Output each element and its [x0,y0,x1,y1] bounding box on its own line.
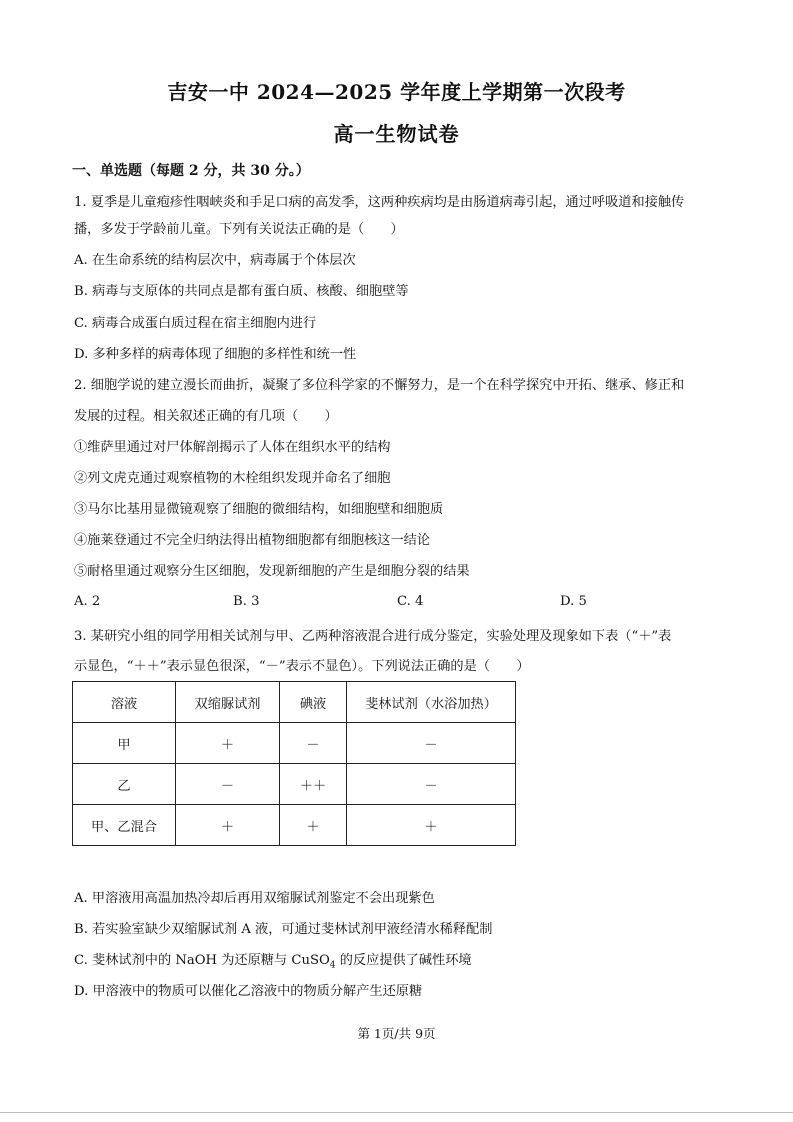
table-header-cell: 溶液 [73,682,176,723]
page-number: 第 1页/共 9页 [357,1026,436,1041]
q2-option-b: B. 3 [233,594,260,609]
q2-option-c: C. 4 [397,594,424,609]
table-cell: 甲 [73,723,176,764]
table-header-cell: 双缩脲试剂 [176,682,280,723]
q3-option-c-subscript: 4 [329,960,336,971]
q2-statement-3: ③马尔比基用显微镜观察了细胞的微细结构，如细胞壁和细胞质 [74,502,444,517]
table-cell: － [176,764,280,805]
q2-option-d: D. 5 [560,594,587,609]
q1-option-c: C. 病毒合成蛋白质过程在宿主细胞内进行 [74,316,317,331]
q3-option-b: B. 若实验室缺少双缩脲试剂 A 液，可通过斐林试剂甲液经清水稀释配制 [74,922,493,937]
table-cell: － [347,723,516,764]
q2-statement-1: ①维萨里通过对尸体解剖揭示了人体在组织水平的结构 [74,440,391,455]
results-table [72,681,516,846]
table-cell: 甲、乙混合 [73,805,176,846]
table-cell: ＋ [280,805,347,846]
q2-statement-5: ⑤耐格里通过观察分生区细胞，发现新细胞的产生是细胞分裂的结果 [74,564,470,579]
q3-option-d: D. 甲溶液中的物质可以催化乙溶液中的物质分解产生还原糖 [74,984,423,999]
q1-option-d: D. 多种多样的病毒体现了细胞的多样性和统一性 [74,347,357,362]
section-heading: 一、单选题（每题 2 分，共 30 分。） [72,163,310,179]
q3-option-c-text-end: 的反应提供了碱性环境 [335,953,472,968]
table-cell: ＋ [176,805,280,846]
table-row [73,723,516,764]
q2-statement-4: ④施莱登通过不完全归纳法得出植物细胞都有细胞核这一结论 [74,533,431,548]
q3-stem-line1: 3. 某研究小组的同学用相关试剂与甲、乙两种溶液混合进行成分鉴定，实验处理及现象如下表（“＋”表 [74,629,672,644]
table-cell: ＋ [347,805,516,846]
table-header-row [73,682,516,723]
q3-stem-line2: 示显色，“＋＋”表示显色很深，“－”表示不显色）。下列说法正确的是（ ） [74,659,530,674]
q2-stem-line2: 发展的过程。相关叙述正确的有几项（ ） [74,409,338,424]
exam-subtitle: 高一生物试卷 [333,122,460,146]
bottom-divider [0,1112,793,1113]
table-cell: － [280,723,347,764]
q1-stem-line2: 播，多发于学龄前儿童。下列有关说法正确的是（ ） [74,222,404,237]
q1-option-b: B. 病毒与支原体的共同点是都有蛋白质、核酸、细胞壁等 [74,284,409,299]
q2-option-a: A. 2 [74,594,101,609]
q3-option-a: A. 甲溶液用高温加热冷却后再用双缩脲试剂鉴定不会出现紫色 [74,891,435,906]
table-row [73,805,516,846]
q3-option-c [74,949,472,971]
table-row [73,764,516,805]
q3-option-c-text: C. 斐林试剂中的 NaOH 为还原糖与 CuSO [74,953,330,968]
q2-statement-2: ②列文虎克通过观察植物的木栓组织发现并命名了细胞 [74,471,391,486]
table-cell: 乙 [73,764,176,805]
table-header-cell: 斐林试剂（水浴加热） [347,682,516,723]
q1-stem-line1: 1. 夏季是儿童疱疹性咽峡炎和手足口病的高发季，这两种疾病均是由肠道病毒引起，通过呼吸道和接触传 [74,195,685,210]
exam-title: 吉安一中 2024—2025 学年度上学期第一次段考 [167,80,626,104]
table-header-cell: 碘液 [280,682,347,723]
q2-stem-line1: 2. 细胞学说的建立漫长而曲折，凝聚了多位科学家的不懈努力，是一个在科学探究中开拓、继承、修正和 [74,378,685,393]
table-cell: ＋ [176,723,280,764]
q1-option-a: A. 在生命系统的结构层次中，病毒属于个体层次 [74,253,356,268]
table-cell: － [347,764,516,805]
table-cell: ＋＋ [280,764,347,805]
